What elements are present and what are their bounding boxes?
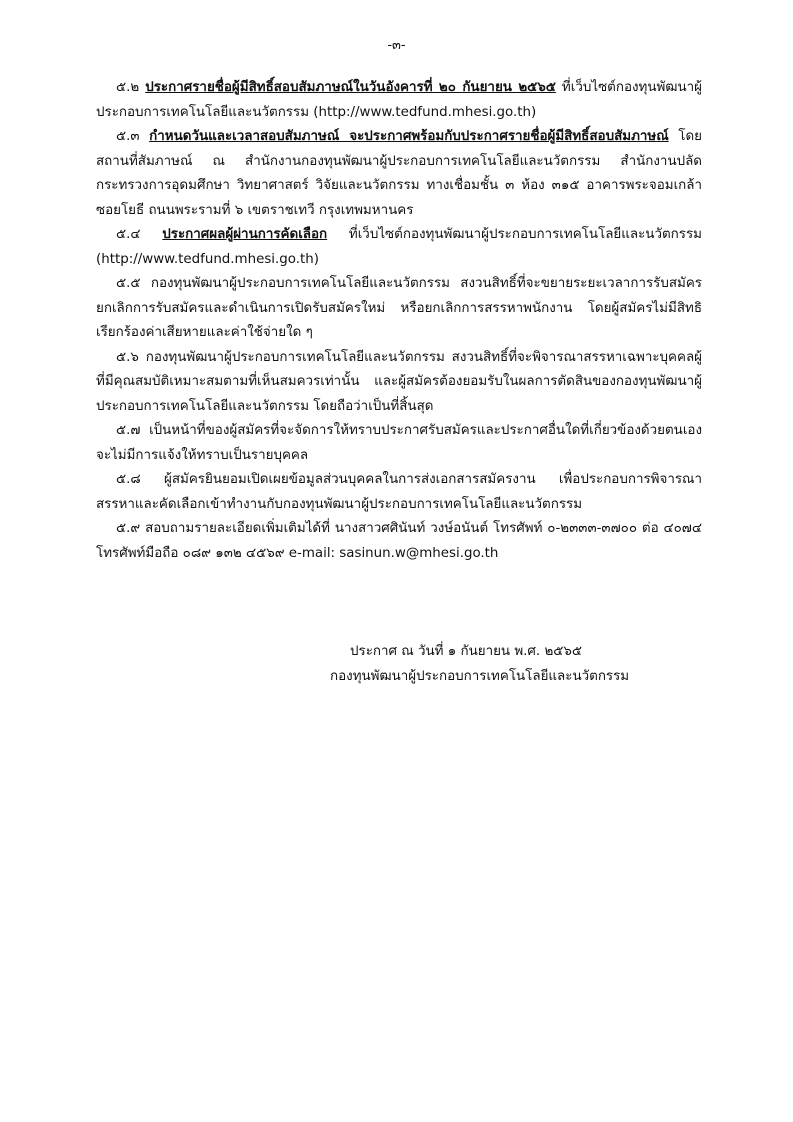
item-text: ที่เว็บไซต์กองทุนพัฒนาผู้ประกอบการเทคโนโลยีและนวัตกรรม (http://www.tedfund.mhesi.go.th) (96, 80, 702, 120)
item-number: ๕.๒ (116, 80, 140, 95)
item-number: ๕.๔ (116, 227, 141, 242)
item-5-5 (96, 272, 702, 346)
page-number: -๓- (387, 38, 406, 53)
item-number: ๕.๕ (116, 276, 141, 291)
item-5-9 (96, 517, 702, 566)
item-text: สอบถามรายละเอียดเพิ่มเติมได้ที่ นางสาวศศินันท์ วงษ์อนันต์ โทรศัพท์ ๐-๒๓๓๓-๓๗๐๐ ต่อ ๔๐๗๔ โทรศัพท์มือถือ ๐๘๙ ๑๓๒ ๔๕๖๙ e-mail: sasinun.w@mhesi.go.th (96, 521, 702, 561)
item-text: เป็นหน้าที่ของผู้สมัครที่จะจัดการให้ทราบประกาศรับสมัครและประกาศอื่นใดที่เกี่ยวข้องด้วยตนเอง จะไม่มีการแจ้งให้ทราบเป็นรายบุคคล (96, 423, 702, 463)
issuing-organization: กองทุนพัฒนาผู้ประกอบการเทคโนโลยีและนวัตกรรม (330, 668, 630, 684)
item-text: โดยสถานที่สัมภาษณ์ ณ สำนักงานกองทุนพัฒนาผู้ประกอบการเทคโนโลยีและนวัตกรรม สำนักงานปลัดกระทรวงการอุดมศึกษา วิทยาศาสตร์ วิจัยและนวัตกรรม ทางเชื่อมชั้น ๓ ห้อง ๓๑๕ อาคารพระจอมเกล้า ซอยโยธี ถนนพระรามที่ ๖ เขตราชเทวี กรุงเทพมหานคร (96, 129, 702, 218)
item-number: ๕.๘ (116, 472, 141, 487)
item-number: ๕.๓ (116, 129, 140, 144)
item-number: ๕.๖ (116, 349, 139, 365)
item-5-2 (96, 76, 702, 125)
item-5-4 (96, 223, 702, 272)
item-emphasis: ประกาศผลผู้ผ่านการคัดเลือก (162, 227, 328, 242)
item-text: ที่เว็บไซต์กองทุนพัฒนาผู้ประกอบการเทคโนโลยีและนวัตกรรม (http://www.tedfund.mhesi.go.th) (96, 227, 702, 267)
item-5-3 (96, 125, 702, 223)
item-text: กองทุนพัฒนาผู้ประกอบการเทคโนโลยีและนวัตกรรม สงวนสิทธิ์ที่จะขยายระยะเวลาการรับสมัคร ยกเลิกการรับสมัครและดำเนินการเปิดรับสมัครใหม่ หรือยกเลิกการสรรหาพนักงาน โดยผู้สมัครไม่มีสิทธิเรียกร้องค่าเสียหายและค่าใช้จ่ายใด ๆ (96, 276, 702, 340)
announcement-date: ประกาศ ณ วันที่ ๑ กันยายน พ.ศ. ๒๕๖๕ (350, 644, 583, 659)
item-number: ๕.๗ (116, 423, 141, 438)
item-5-7 (96, 419, 702, 468)
item-emphasis: ประกาศรายชื่อผู้มีสิทธิ์สอบสัมภาษณ์ในวันอังคารที่ ๒๐ กันยายน ๒๕๖๕ (145, 80, 556, 95)
item-number: ๕.๙ (116, 521, 141, 536)
item-5-8 (96, 468, 702, 517)
item-5-6 (96, 346, 702, 420)
signature-block (330, 640, 630, 689)
item-text: กองทุนพัฒนาผู้ประกอบการเทคโนโลยีและนวัตกรรม สงวนสิทธิ์ที่จะพิจารณาสรรหาเฉพาะบุคคลผู้ที่มีคุณสมบัติเหมาะสมตามที่เห็นสมควรเท่านั้น และผู้สมัครต้องยอมรับในผลการตัดสินของกองทุนพัฒนาผู้ประกอบการเทคโนโลยีและนวัตกรรม โดยถือว่าเป็นที่สิ้นสุด (96, 349, 702, 414)
item-text: ผู้สมัครยินยอมเปิดเผยข้อมูลส่วนบุคคลในการส่งเอกสารสมัครงาน เพื่อประกอบการพิจารณาสรรหาและคัดเลือกเข้าทำงานกับกองทุนพัฒนาผู้ประกอบการเทคโนโลยีและนวัตกรรม (96, 472, 702, 512)
item-emphasis: กำหนดวันและเวลาสอบสัมภาษณ์ จะประกาศพร้อมกับประกาศรายชื่อผู้มีสิทธิ์สอบสัมภาษณ์ (149, 129, 669, 144)
announcement-body (96, 76, 702, 566)
